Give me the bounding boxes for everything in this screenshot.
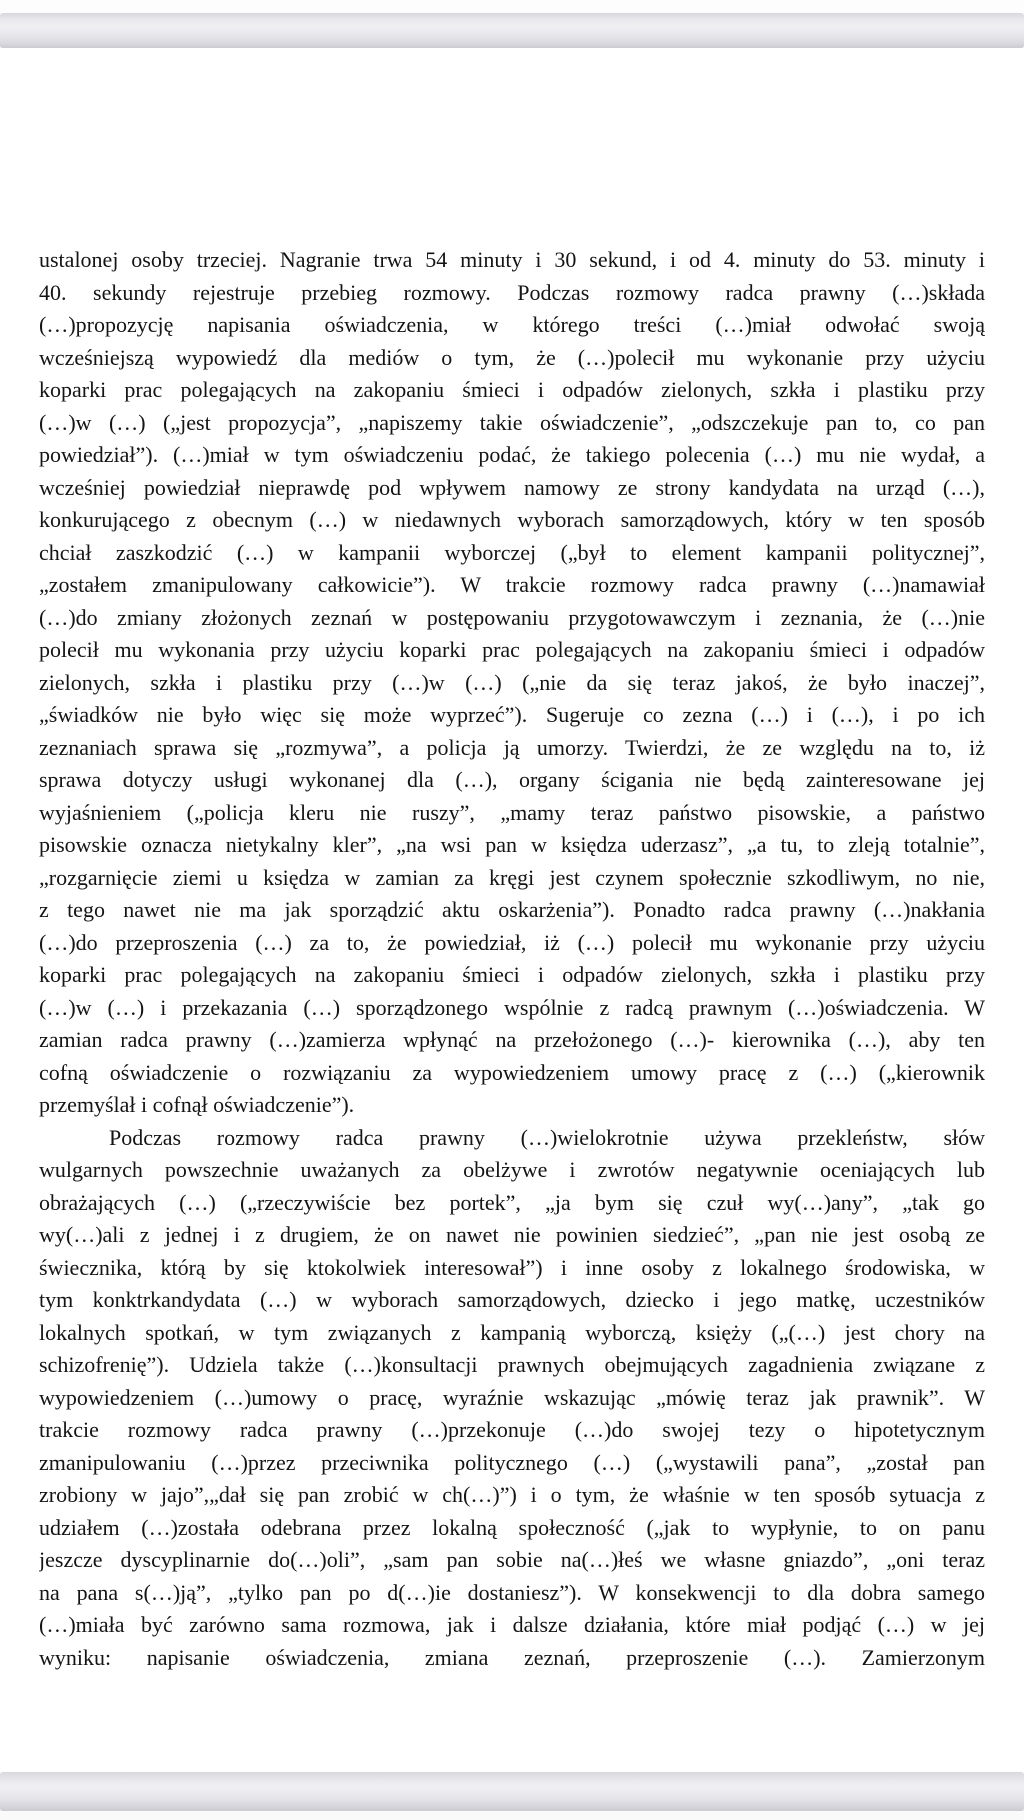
text-line: ustalonej osoby trzeciej. Nagranie trwa 54 minuty i 30 sekund, i od 4. minuty do 53. minuty i [39, 247, 985, 272]
text-line: z tego nawet nie ma jak sporządzić aktu oskarżenia”). Ponadto radca prawny (…)nakłania [39, 897, 985, 922]
text-line: 40. sekundy rejestruje przebieg rozmowy. Podczas rozmowy radca prawny (…)składa [39, 279, 985, 305]
text-line: sprawa dotyczy usługi wykonanej dla (…), organy ścigania nie będą zainteresowane jej [39, 767, 985, 792]
text-line: koparki prac polegających na zakopaniu śmieci i odpadów zielonych, szkła i plastiku przy [39, 962, 985, 987]
text-line: obrażających (…) („rzeczywiście bez portek”, „ja bym się czuł wy(…)any”, „tak go [39, 1189, 985, 1215]
text-line: wcześniej powiedział nieprawdę pod wpływem namowy ze strony kandydata na urząd (…), [39, 474, 985, 500]
text-line: „zostałem zmanipulowany całkowicie”). W trakcie rozmowy radca prawny (…)namawiał [39, 572, 985, 597]
text-line: zielonych, szkła i plastiku przy (…)w (…) („nie da się teraz jakoś, że było inaczej”, [39, 669, 985, 695]
text-line: zamian radca prawny (…)zamierza wpłynąć na przełożonego (…)- kierownika (…), aby ten [39, 1027, 985, 1052]
text-line: pisowskie oznacza nietykalny kler”, „na wsi pan w księdza uderzasz”, „a tu, to zleją totalnie”, [39, 832, 985, 857]
top-page-edge-bar [0, 13, 1024, 48]
text-line: na pana s(…)ją”, „tylko pan po d(…)ie dostaniesz”). W konsekwencji to dla dobra samego [39, 1579, 985, 1605]
text-line: wyjaśnieniem („policja kleru nie ruszy”, „mamy teraz państwo pisowskie, a państwo [39, 799, 985, 825]
text-line: przemyślał i cofnął oświadczenie”). [39, 1092, 355, 1117]
text-line: Podczas rozmowy radca prawny (…)wielokrotnie używa przekleństw, słów [109, 1124, 985, 1150]
bottom-page-edge-bar [0, 1772, 1024, 1811]
text-line: „świadków nie było więc się może wyprzeć”). Sugeruje co zezna (…) i (…), i po ich [39, 702, 985, 727]
text-line: (…)do zmiany złożonych zeznań w postępowaniu przygotowawczym i zeznania, że (…)nie [39, 604, 985, 630]
text-line: powiedział”). (…)miał w tym oświadczeniu podać, że takiego polecenia (…) mu nie wydał, a [39, 442, 985, 467]
text-line: (…)miała być zarówno sama rozmowa, jak i dalsze działania, które miał podjąć (…) w jej [39, 1612, 985, 1637]
text-line: wulgarnych powszechnie uważanych za obelżywe i zwrotów negatywnie oceniających lub [39, 1157, 985, 1182]
text-line: cofną oświadczenie o rozwiązaniu za wypowiedzeniem umowy pracę z (…) („kierownik [39, 1059, 985, 1085]
text-line: „rozgarnięcie ziemi u księdza w zamian za kręgi jest czynem społecznie szkodliwym, no nie, [39, 864, 985, 890]
text-line: chciał zaszkodzić (…) w kampanii wyborczej („był to element kampanii politycznej”, [39, 539, 985, 565]
text-line: trakcie rozmowy radca prawny (…)przekonuje (…)do swojej tezy o hipotetycznym [39, 1417, 985, 1442]
text-line: jeszcze dyscyplinarnie do(…)oli”, „sam pan sobie na(…)łeś we własne gniazdo”, „oni teraz [39, 1547, 985, 1572]
text-line: wypowiedzeniem (…)umowy o pracę, wyraźnie wskazując „mówię teraz jak prawnik”. W [39, 1384, 985, 1410]
text-line: (…)w (…) („jest propozycja”, „napiszemy takie oświadczenie”, „odszczekuje pan to, co pan [39, 409, 985, 435]
text-line: (…)w (…) i przekazania (…) sporządzonego wspólnie z radcą prawnym (…)oświadczenia. W [39, 994, 985, 1020]
text-line: wy(…)ali z jednej i z drugiem, że on nawet nie powinien siedzieć”, „pan nie jest osobą ze [39, 1222, 985, 1247]
text-line: wcześniejszą wypowiedź dla mediów o tym, że (…)polecił mu wykonanie przy użyciu [39, 344, 985, 370]
text-line: zmanipulowaniu (…)przez przeciwnika politycznego (…) („wystawili pana”, „został pan [39, 1449, 985, 1475]
text-line: lokalnych spotkań, w tym związanych z kampanią wyborczą, księży („(…) jest chory na [39, 1319, 985, 1345]
document-page [0, 48, 1024, 1772]
text-line: wyniku: napisanie oświadczenia, zmiana zeznań, przeproszenie (…). Zamierzonym [39, 1644, 985, 1670]
document-text-block [39, 244, 985, 1674]
text-line: udziałem (…)została odebrana przez lokalną społeczność („jak to wypłynie, to on panu [39, 1514, 985, 1540]
text-line: (…)do przeproszenia (…) za to, że powiedział, iż (…) polecił mu wykonanie przy użyciu [39, 929, 985, 955]
text-line: schizofrenię”). Udziela także (…)konsultacji prawnych obejmujących zagadnienia związane z [39, 1352, 985, 1377]
text-line: zrobiony w jajo”,„dał się pan zrobić w ch(…)”) i o tym, że właśnie w ten sposób sytuacja z [39, 1482, 985, 1507]
below-page-strip [0, 1811, 1024, 1820]
text-line: tym konktrkandydata (…) w wyborach samorządowych, dziecko i jego matkę, uczestników [39, 1287, 985, 1312]
text-line: (…)propozycję napisania oświadczenia, w którego treści (…)miał odwołać swoją [39, 312, 985, 337]
text-line: świecznika, którą by się ktokolwiek interesował”) i inne osoby z lokalnego środowiska, w [39, 1254, 985, 1280]
text-line: konkurującego z obecnym (…) w niedawnych wyborach samorządowych, który w ten sposób [39, 507, 985, 532]
text-line: polecił mu wykonania przy użyciu koparki prac polegających na zakopaniu śmieci i odpadów [39, 637, 985, 662]
text-line: zeznaniach sprawa się „rozmywa”, a policja ją umorzy. Twierdzi, że ze względu na to, iż [39, 734, 985, 760]
text-line: koparki prac polegających na zakopaniu śmieci i odpadów zielonych, szkła i plastiku przy [39, 377, 985, 402]
